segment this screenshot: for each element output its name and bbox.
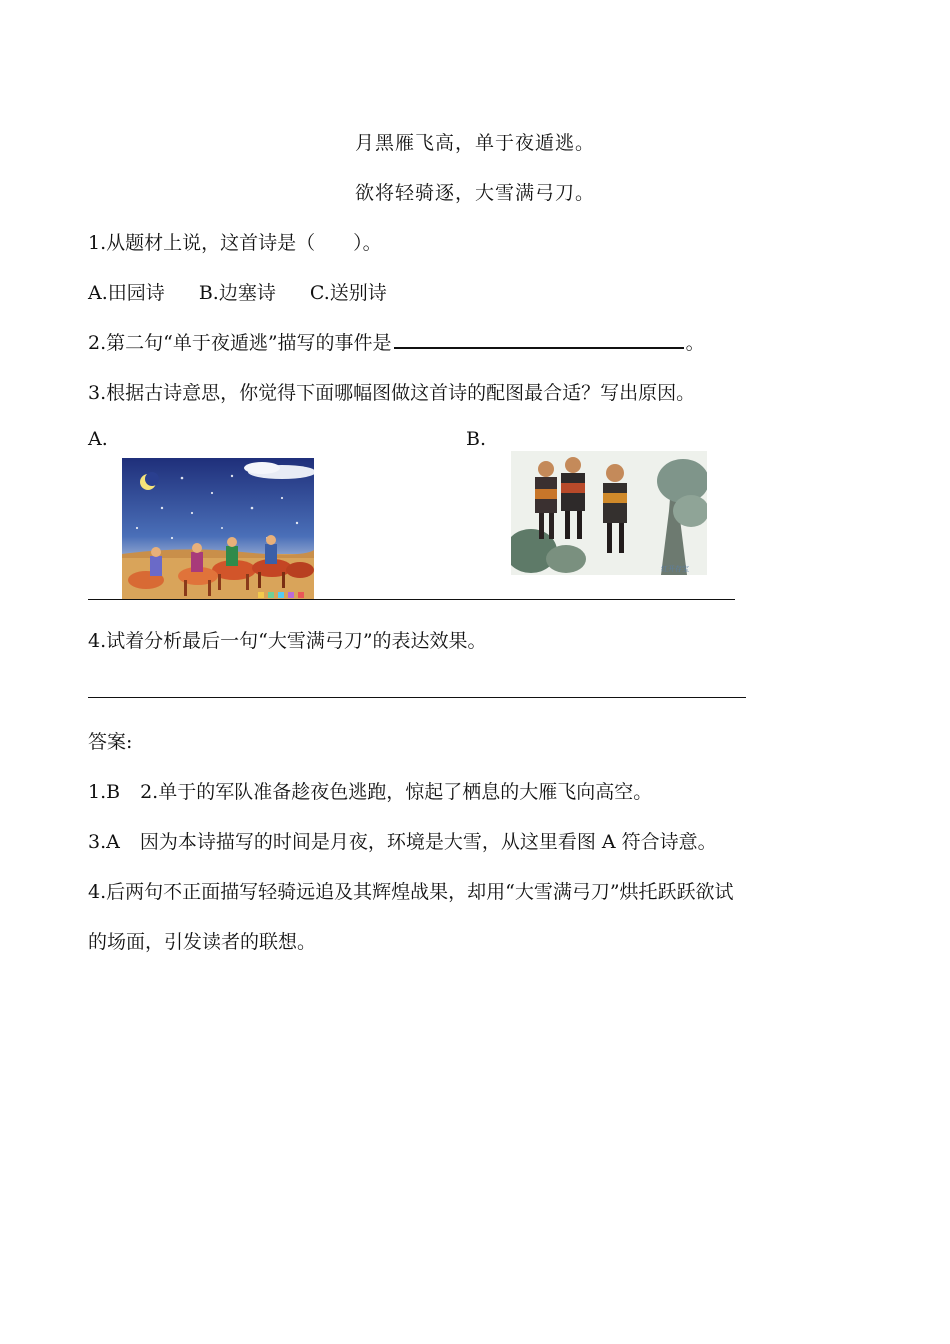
picture-a (122, 458, 314, 600)
option-b: B.边塞诗 (198, 282, 276, 304)
answer-3-text: 因为本诗描写的时间是月夜，环境是大雪，从这里看图 A 符合诗意。 (139, 831, 717, 853)
answer-blank[interactable] (394, 329, 684, 349)
option-c: C.送别诗 (309, 282, 387, 304)
question-2-text: 2.第二句“单于夜遁逃”描写的事件是 (88, 332, 392, 354)
question-1: 1.从题材上说，这首诗是（ ）。 (88, 232, 382, 254)
poem-line-2: 欲将轻骑逐，大雪满弓刀。 (354, 182, 595, 204)
question-3: 3.根据古诗意思，你觉得下面哪幅图做这首诗的配图最合适？写出原因。 (88, 382, 696, 404)
answer-1: 1.B (88, 781, 121, 803)
question-2-suffix: 。 (685, 332, 705, 354)
picture-b-label: B. (466, 428, 487, 450)
picture-b-illustration (511, 451, 707, 575)
watermark: 红开存宝 (661, 565, 689, 573)
option-a: A.田园诗 (88, 282, 165, 304)
answer-3-label: 3.A (88, 831, 120, 853)
answer-3 (88, 827, 717, 854)
question-1-options (88, 278, 387, 305)
answer-4-line-1: 4.后两句不正面描写轻骑远追及其辉煌战果，却用“大雪满弓刀”烘托跃跃欲试 (88, 881, 734, 903)
answer-4-line-2: 的场面，引发读者的联想。 (88, 931, 317, 953)
answers-heading: 答案: (88, 731, 133, 753)
picture-b (511, 451, 707, 575)
picture-a-illustration (122, 458, 314, 600)
question-2 (88, 328, 705, 355)
picture-a-label: A. (88, 428, 108, 450)
answer-line-q3[interactable] (88, 599, 735, 600)
answer-line-q4[interactable] (88, 697, 746, 698)
answer-2: 2.单于的军队准备趁夜色逃跑，惊起了栖息的大雁飞向高空。 (140, 781, 653, 803)
question-4: 4.试着分析最后一句“大雪满弓刀”的表达效果。 (88, 630, 487, 652)
poem-line-1: 月黑雁飞高，单于夜遁逃。 (354, 132, 595, 154)
answer-1-2 (88, 777, 652, 804)
